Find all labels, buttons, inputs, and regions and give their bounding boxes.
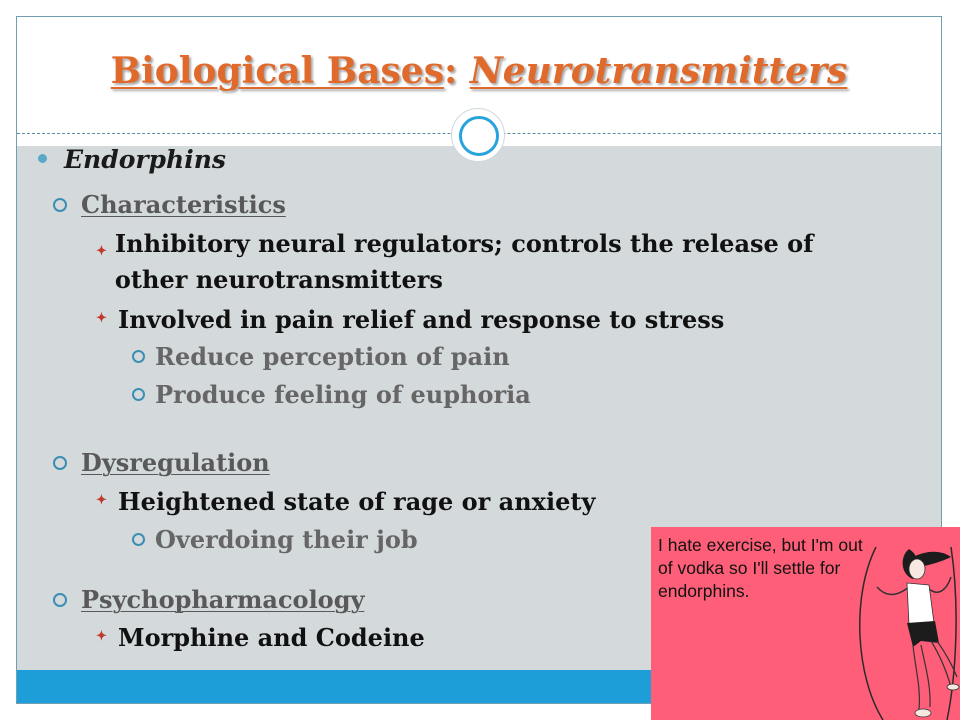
- woman-figure-icon: [651, 527, 960, 720]
- section-heading-characteristics: Characteristics: [43, 190, 286, 219]
- point-inhibitory: ✦ Inhibitory neural regulators; controls the release of other neurotransmitters: [96, 229, 814, 294]
- ring-bullet-icon: [53, 456, 67, 470]
- star-bullet-icon: ✦: [96, 492, 107, 508]
- point-morphine: ✦ Morphine and Codeine: [96, 620, 425, 658]
- star-bullet-icon: ✦: [96, 628, 107, 644]
- divider-circle-icon: [451, 108, 505, 162]
- section-heading-psychopharmacology: Psychopharmacology: [43, 585, 364, 614]
- ring-bullet-icon: [132, 388, 145, 401]
- bullet-dot-icon: [38, 154, 47, 163]
- point-rage: ✦ Heightened state of rage or anxiety: [96, 484, 595, 522]
- star-bullet-icon: ✦: [96, 244, 107, 259]
- topic-label: Endorphins: [64, 145, 226, 174]
- ring-bullet-icon: [132, 533, 145, 546]
- subpoint-euphoria: Produce feeling of euphoria: [132, 380, 531, 409]
- title-colon: :: [443, 50, 470, 92]
- ring-bullet-icon: [53, 198, 67, 212]
- divider-ring-icon: [459, 116, 499, 156]
- title-part2: Neurotransmitters: [469, 50, 848, 92]
- point-pain-relief: ✦ Involved in pain relief and response to stress: [96, 302, 724, 340]
- ring-bullet-icon: [53, 593, 67, 607]
- slide-title: [16, 50, 942, 92]
- star-bullet-icon: ✦: [96, 310, 107, 326]
- meme-caption: I hate exercise, but I'm out of vodka so I'll settle for endorphins.: [658, 535, 863, 601]
- meme-image: [651, 527, 960, 720]
- subpoint-reduce-pain: Reduce perception of pain: [132, 342, 510, 371]
- title-part1: Biological Bases: [110, 50, 444, 92]
- subpoint-overdoing: Overdoing their job: [132, 525, 418, 554]
- topic-bullet: [38, 145, 226, 174]
- ring-bullet-icon: [132, 350, 145, 363]
- section-heading-dysregulation: Dysregulation: [43, 448, 270, 477]
